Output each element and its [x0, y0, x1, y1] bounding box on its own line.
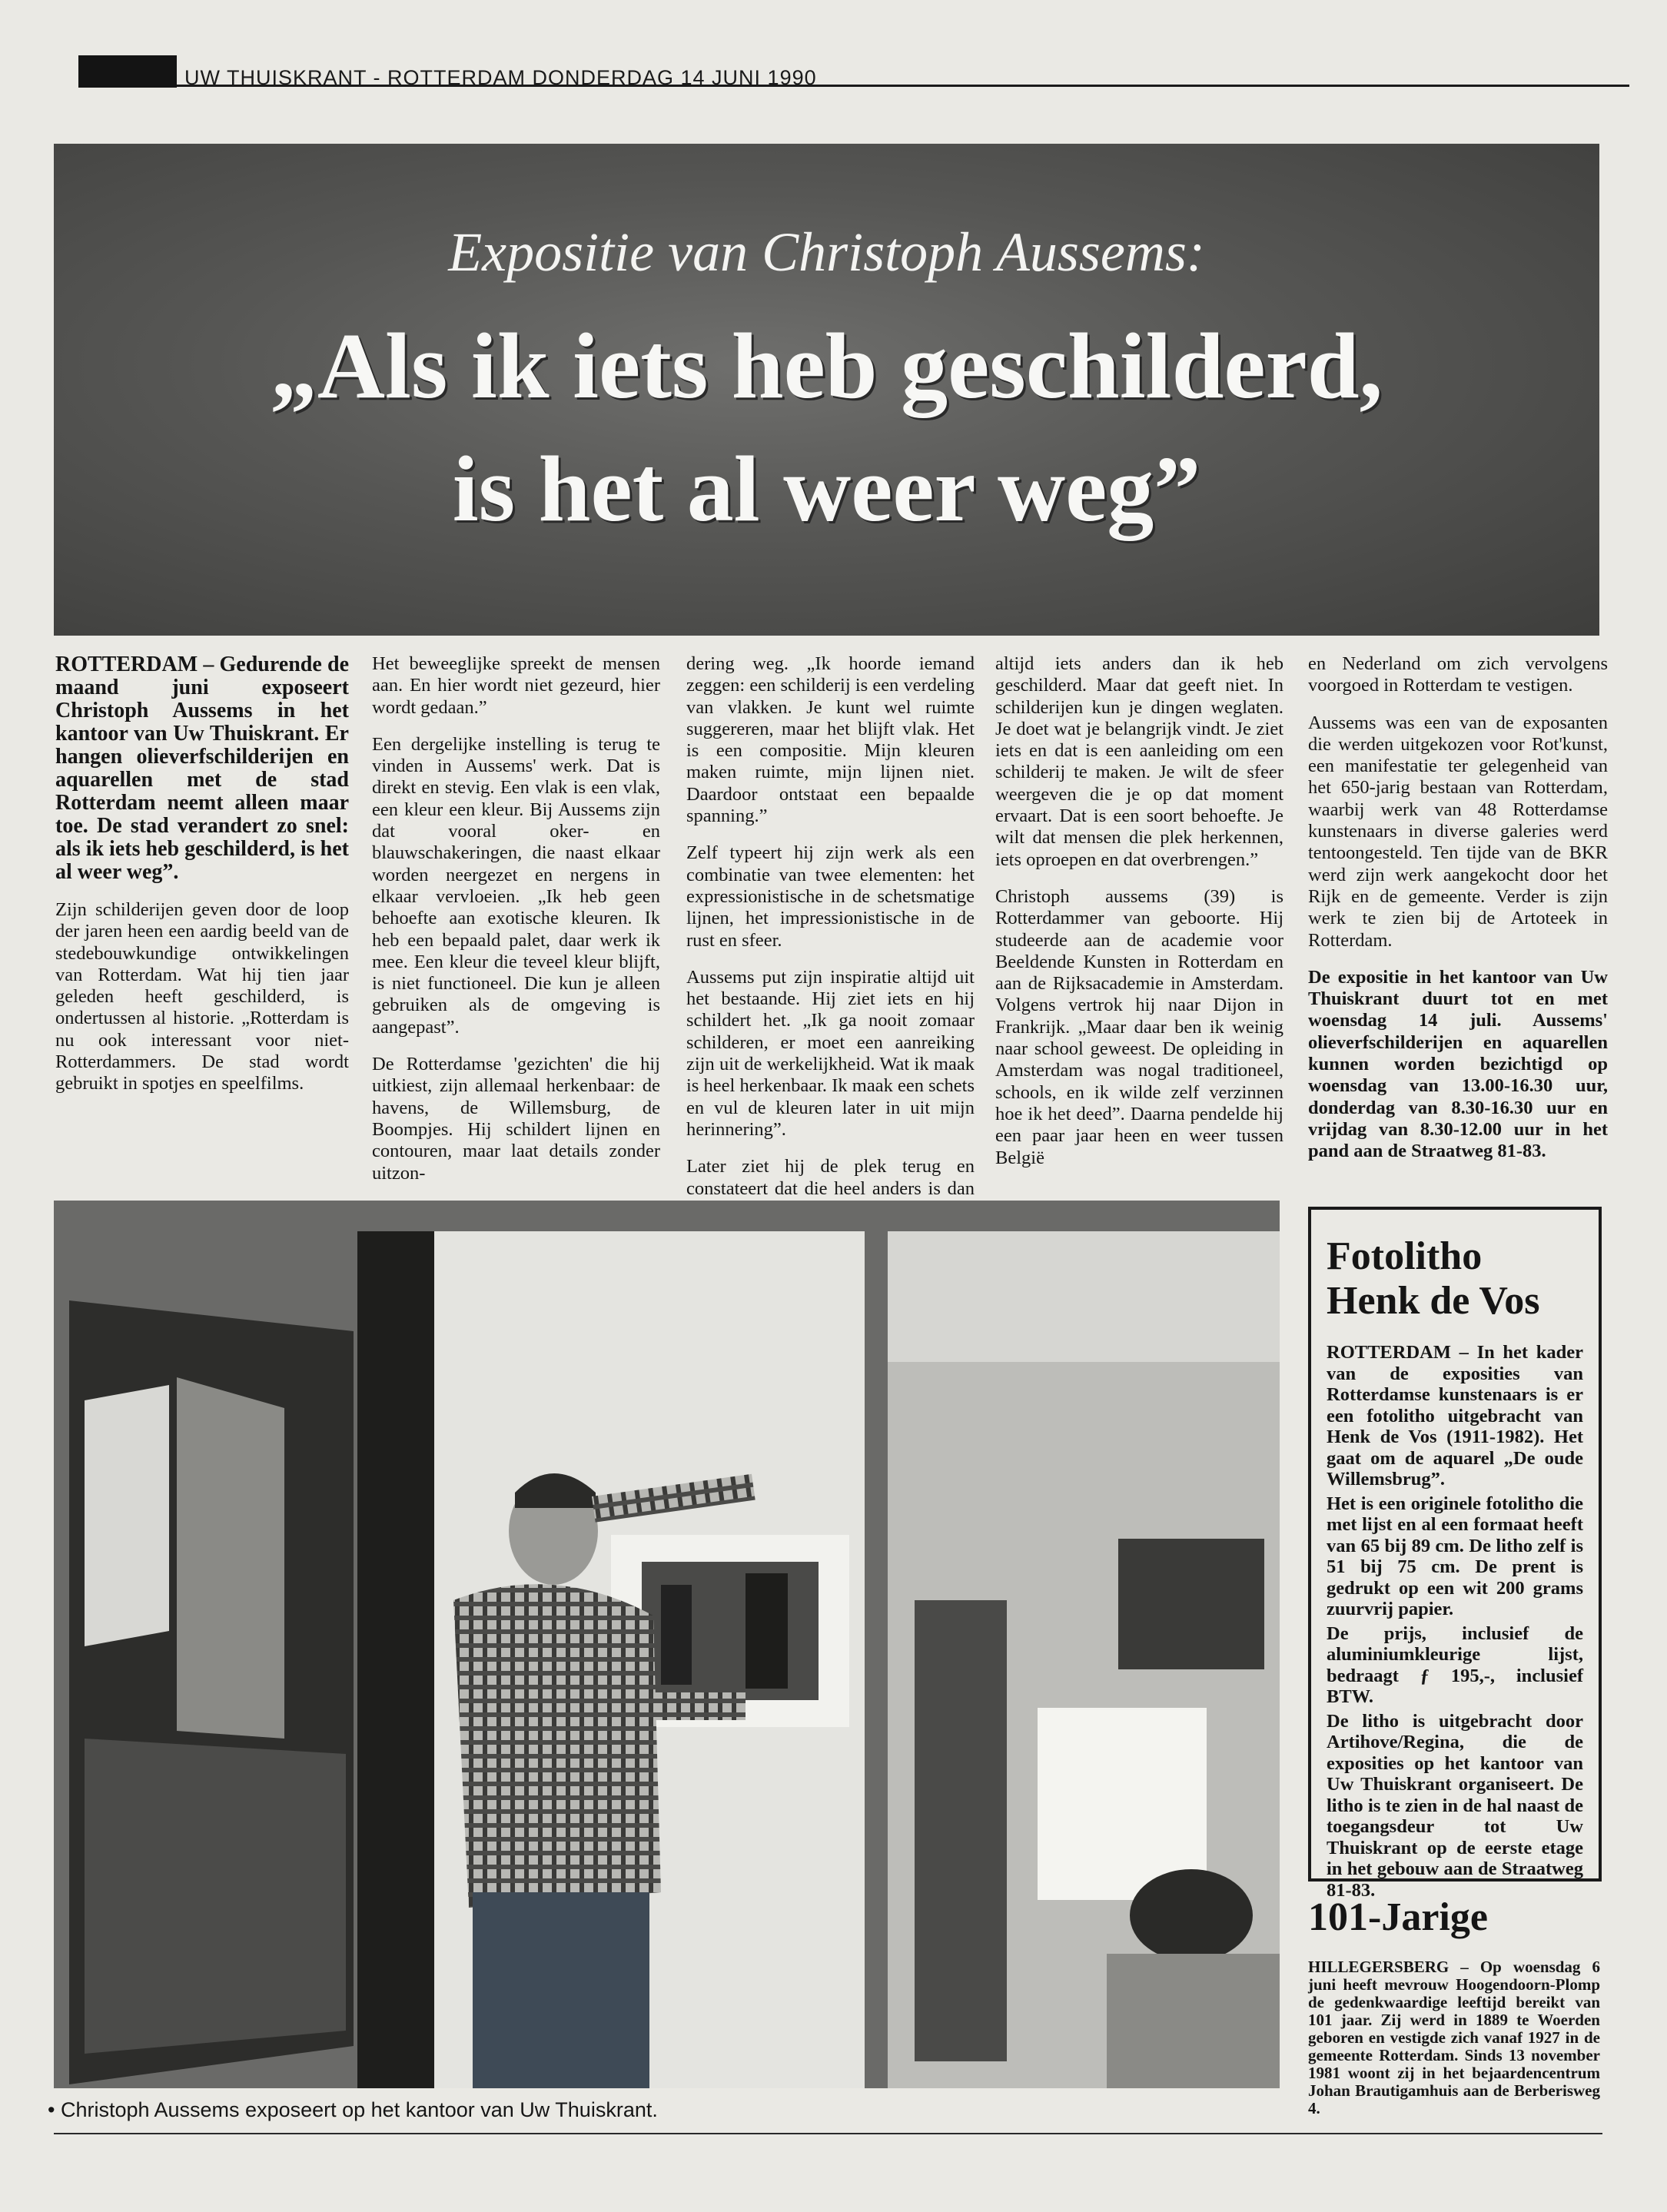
sidebar-paragraph: De litho is uitgebracht door Artihove/Regina, die de exposities op het kantoor van Uw Thuiskrant organiseert. De litho is te zien in de hal naast de toegangsdeur tot Uw Thuiskrant op de eerste etage in het gebouw aan de Straatweg 81-83. [1327, 1710, 1583, 1901]
article-column-2 [372, 653, 660, 1200]
headline-line-2: is het al weer weg” [452, 437, 1201, 541]
headline-line-1: „Als ik iets heb geschilderd, [270, 314, 1383, 418]
brief-body: HILLEGERSBERG – Op woensdag 6 juni heeft mevrouw Hoogendoorn-Plomp de gedenkwaardige leeftijd bereikt van 101 jaar. Zij werd in 1889 te Woerden geboren en vestigde zich vanaf 1927 in de gemeente Rotterdam. Sinds 13 november 1981 woont zij in het bejaardencentrum Johan Brautigamhuis aan de Berberisweg 4. [1308, 1958, 1600, 2117]
article-paragraph: Christoph aussems (39) is Rotterdammer van geboorte. Hij studeerde aan de academie voor Beeldende Kunsten in Rotterdam en aan de Rijksacademie in Amsterdam. Volgens vertrok hij naar Dijon in Frankrijk. „Maar daar ben ik weinig naar school geweest. De opleiding in Amsterdam was nogal traditioneel, schools, en ik wilde zelf verzinnen hoe ik het deed”. Daarna pendelde hij een paar jaar heen en weer tussen België [995, 885, 1283, 1168]
article-column-3 [686, 653, 975, 1237]
article-photo [54, 1201, 1280, 2088]
sidebar-title: Fotolitho Henk de Vos [1327, 1234, 1540, 1323]
article-paragraph: altijd iets anders dan ik heb geschilderd. Maar dat geeft niet. In schilderijen kun je dingen weglaten. Je doet wat je belangrijk vindt. Je ziet iets en dat is een aanleiding om een schilderij te maken. Je wilt de sfeer weergeven die je op dat moment ervaart. Dat is een soort behoefte. Je wilt dat mensen die plek herkennen, iets oproepen en dat overbrengen.” [995, 653, 1283, 870]
article-paragraph: Aussems was een van de exposanten die werden uitgekozen voor Rot'kunst, een manifestatie ter gelegenheid van het 650-jarig bestaan van Rotterdam, waarbij werk van 48 Rotterdamse kunstenaars in diverse galeries werd tentoongesteld. Ten tijde van de BKR werd zijn werk aangekocht door het Rijk en de gemeente. Verder is zijn werk te zien bij de Artoteek in Rotterdam. [1308, 712, 1608, 951]
article-lead: ROTTERDAM – Gedurende de maand juni exposeert Christoph Aussems in het kantoor van Uw Thuiskrant. Er hangen olieverfschilderijen en aquarellen met de stad Rotterdam neemt alleen maar toe. De stad verandert zo snel: als ik iets heb geschilderd, is het al weer weg”. [55, 653, 349, 884]
sidebar-paragraph: Het is een originele fotolitho die met lijst en al een formaat heeft van 65 bij 89 cm. De litho zelf is 51 bij 75 cm. De prent is gedrukt op een wit 200 grams zuurvrij papier. [1327, 1493, 1583, 1619]
photo-caption: • Christoph Aussems exposeert op het kantoor van Uw Thuiskrant. [48, 2098, 658, 2121]
headline-banner [54, 144, 1599, 636]
article-paragraph: dering weg. „Ik hoorde iemand zeggen: een schilderij is een verdeling van vlakken. Je kunt wel ruimte suggereren, maar het blijft vlak. Het is een compositie. Mijn kleuren maken ruimte, mijn lijnen niet. Daardoor ontstaat een bepaalde spanning.” [686, 653, 975, 827]
article-column-5 [1308, 653, 1608, 1178]
brief-title: 101-Jarige [1308, 1895, 1488, 1939]
headline-kicker: Expositie van Christoph Aussems: [448, 221, 1205, 283]
article-paragraph: Later ziet hij de plek terug en constateert dat die heel anders is dan [686, 1156, 975, 1199]
article-paragraph: De Rotterdamse 'gezichten' die hij uitkiest, zijn allemaal herkenbaar: de havens, de Willemsburg, de Boompjes. Hij schildert lijnen en contouren, maar laat details zonder uitzon- [372, 1054, 660, 1184]
article-paragraph: Een dergelijke instelling is terug te vinden in Aussems' werk. Dat is direkt en stevig. Een vlak is een vlak, een kleur een kleur. Bij Aussems zijn dat vooral oker- en blauwschakeringen, die naast elkaar worden neergezet en nergens in elkaar vervloeien. „Ik heb geen behoefte aan exotische kleuren. Ik heb een bepaald palet, daar werk ik mee. Een kleur die teveel kleur blijft, is niet functioneel. Die kun je alleen gebruiken als de omgeving is aangepast”. [372, 733, 660, 1038]
masthead-bar [78, 55, 177, 88]
masthead-text: UW THUISKRANT - ROTTERDAM DONDERDAG 14 JUNI 1990 [184, 66, 817, 89]
exhibition-info: De expositie in het kantoor van Uw Thuiskrant duurt tot en met woensdag 14 juli. Aussems' olieverfschilderijen en aquarellen kunnen worden bezichtigd op woensdag van 13.00-16.30 uur, donderdag van 8.30-16.30 uur en vrijdag van 8.30-12.00 uur in het pand aan de Straatweg 81-83. [1308, 966, 1608, 1162]
article-paragraph: Aussems put zijn inspiratie altijd uit het bestaande. Hij ziet iets en hij schildert het. „Ik ga nooit zomaar schilderen, er moet een aanreiking zijn uit de werkelijkheid. Wat ik maak is heel herkenbaar. Ik maak een schets en vul de kleuren later in uit mijn herinnering”. [686, 966, 975, 1140]
article-paragraph: Zijn schilderijen geven door de loop der jaren heen een aardig beeld van de stedebouwkundige ontwikkelingen van Rotterdam. Wat hij tien jaar geleden heeft geschilderd, is ondertussen al historie. „Rotterdam is nu ook interessant voor niet-Rotterdammers. De stad wordt gebruikt in spotjes en speelfilms. [55, 899, 349, 1094]
sidebar-body [1327, 1342, 1583, 1901]
sidebar-box [1308, 1207, 1602, 1901]
article-column-4 [995, 653, 1283, 1184]
bottom-rule [54, 2133, 1602, 2134]
article-paragraph: Het beweeglijke spreekt de mensen aan. En hier wordt niet gezeurd, hier wordt gedaan.” [372, 653, 660, 718]
sidebar-paragraph: ROTTERDAM – In het kader van de exposities van Rotterdamse kunstenaars is er een fotolitho uitgebracht van Henk de Vos (1911-1982). Het gaat om de aquarel „De oude Willemsbrug”. [1327, 1342, 1583, 1490]
article-paragraph: Zelf typeert hij zijn werk als een combinatie van twee elementen: het expressionistische in de schetsmatige lijnen, het impressionistische in de rust en sfeer. [686, 842, 975, 951]
article-column-1 [55, 653, 349, 1111]
article-paragraph: en Nederland om zich vervolgens voorgoed in Rotterdam te vestigen. [1308, 653, 1608, 696]
sidebar-paragraph: De prijs, inclusief de aluminiumkleurige lijst, bedraagt ƒ 195,-, inclusief BTW. [1327, 1622, 1583, 1707]
photo-illustration [54, 1201, 1280, 2088]
